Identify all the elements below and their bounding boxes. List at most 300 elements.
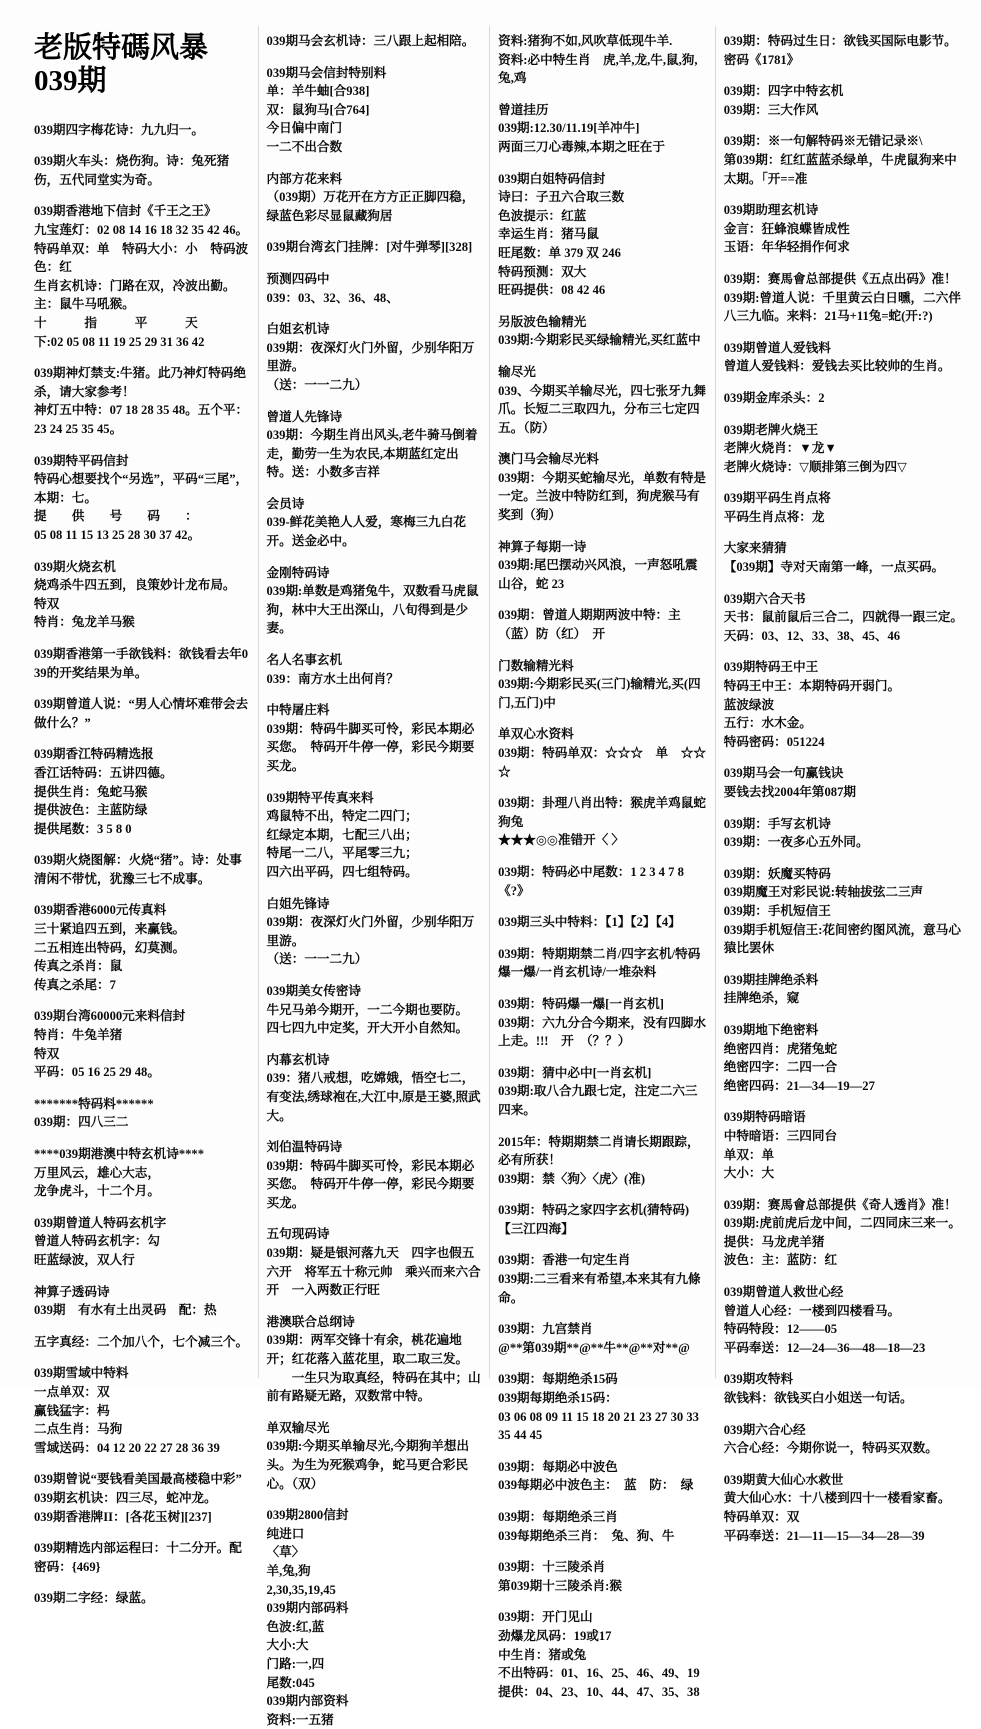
text-line: 039期：开门见山 [498,1610,593,1625]
section [724,1021,965,1095]
text-line: 039期：九宫禁肖 [498,1322,593,1337]
text-line: 039期：特码牛脚买可怜，彩民本期必买您。 特码开牛停一停，彩民今期要买龙。 [266,721,475,773]
text-line: 雪域送码：04 12 20 22 27 28 36 39 [34,1440,220,1455]
text-line: 039期每期绝杀15码： [498,1391,618,1406]
text-line: 039期：※一句解特码※无错记录※\ [723,134,923,149]
text-line: 039期曾道人救世心经 [723,1285,844,1300]
section [498,363,707,437]
section [724,270,965,326]
text-line: 蓝波绿波 [723,697,775,712]
section [498,913,707,932]
text-line: 单双心水资料 [498,727,574,742]
text-line: 特双 [34,1046,60,1061]
text-line: 特码心想要找个“另选”，平码“三尾”，本期：七。 [34,472,249,505]
section [34,202,250,351]
text-line: 提供波色：主蓝防绿 [34,803,148,818]
text-line: 【039期】寺对天南第一峰，一点买码。 [723,560,945,575]
text-line: 特码单双：单 特码大小：小 特码波色：红 [34,241,249,275]
text-line: 039期：今期生肖出风头,老牛骑马倒着走，勤劳一生为农民,本期蓝红定出特。送：小数多吉祥 [266,428,478,480]
section [34,364,250,438]
text-line: 039期精选内部运程曰：十二分开。配密码：{469} [34,1541,242,1574]
text-line: 港澳联合总纲诗 [266,1314,355,1329]
text-line: 039期：四八三二 [34,1115,129,1130]
text-line: 039期：十三陵杀肖 [498,1560,606,1575]
text-line: 平码奉送：21—11—15—34—28—39 [723,1528,925,1543]
section [267,32,482,51]
text-line: 039期美女传密诗 [266,983,361,998]
text-line: 【三江四海】 [498,1221,574,1236]
section [34,1589,250,1608]
text-line: 刘伯温特码诗 [266,1140,343,1155]
text-line: 一生只为取真经，特码在其中；山前有路疑无路，双数常中特。 [266,1370,481,1404]
text-line: 单双：单 [723,1147,775,1162]
section [34,1333,250,1352]
text-line: 特码王中王：本期特码开弱门。 [723,679,901,694]
text-line: （送：一一二九） [266,952,368,967]
text-line: 尾数:045 [266,1675,315,1690]
text-line: 039期:二三看来有希望,本来其有九條命。 [498,1272,701,1305]
text-line: 039期金库杀头：2 [723,390,825,405]
text-line: 大家来猜猜 [723,541,787,556]
text-line: 039每期绝杀三肖： 兔、狗、牛 [498,1528,675,1543]
section [34,1145,250,1201]
text-line: 下:02 05 08 11 19 25 29 31 36 42 [34,334,205,349]
text-line: 第039期十三陵杀肖:猴 [498,1578,622,1593]
text-line: 白姐先锋诗 [266,896,330,911]
text-line: 039期香港6000元传真料 [34,903,167,918]
section [724,82,965,119]
column-4-body [724,32,965,1545]
text-line: 039期平码生肖点将 [723,491,831,506]
text-line: 039期助理玄机诗 [723,203,819,218]
text-line: 039期火烧玄机 [34,559,116,574]
section [34,1007,250,1081]
section [267,701,482,775]
text-line: 039期：特码之家四字玄机(猜特码) [498,1203,690,1218]
text-line: 两面三刀心毒辣,本期之旺在于 [498,139,665,154]
text-line: 挂牌绝杀，窥 [723,991,800,1006]
text-line: 香江话特码：五讲四德。 [34,765,173,780]
text-line: 资料:必中特生肖 虎,羊,龙,牛,鼠,狗,兔,鸡 [498,52,698,86]
text-line: 039期手机短信王:花间密约图风流，意马心猿比罢休 [723,922,961,956]
text-line: 039期曾说“要钱看美国最高楼稳中彩” [34,1472,242,1487]
text-line: 039期:单数是鸡猪兔牛，双数看马虎鼠狗，林中大王出深山，八旬得到是少妻。 [266,584,479,636]
text-line: 039期：六九分合今期来，没有四脚水上走。!!! 开 （？？） [498,1015,706,1049]
text-line: 平码奉送：12—24—36—48—18—23 [723,1340,926,1355]
text-line: 劲爆龙凤码：19或17 [498,1628,612,1643]
text-line: 特尾一二八，平尾零三九； [266,846,418,861]
section [498,1370,707,1444]
column-3-body [498,32,707,1701]
text-line: 039期：今期买蛇输尽光，单数有特是一定。兰波中特防红到，狗虎猴马有奖到（狗） [498,470,706,523]
section [498,450,707,524]
text-line: 中生肖：猪或兔 [498,1647,587,1662]
text-line: 幸运生肖：猪马鼠 [498,227,599,242]
text-line: 提供尾数：3 5 8 0 [34,821,132,836]
text-line: 039期：特期期禁二肖/四字玄机/特码爆一爆/一肖玄机诗/一堆杂料 [498,946,701,980]
text-line: 名人名事玄机 [266,653,343,668]
text-line: 大小:大 [266,1638,309,1653]
text-line: 波色：主：蓝防：红 [723,1253,838,1268]
text-line: 039期六合心经 [723,1422,806,1437]
section [267,64,482,157]
text-line: 039期：妖魔买特码 [723,866,831,881]
text-line: 四六出平码，四七组特码。 [266,864,418,879]
text-line: 单：羊牛蚰[合938] [266,84,370,99]
text-line: 039期曾道人说：“男人心情坏难带会去做什么？” [34,697,249,730]
section [34,695,250,732]
section [498,863,707,900]
text-line: 澳门马会输尽光料 [498,452,599,467]
section [724,1471,965,1545]
text-line: 羊,兔,狗 [266,1563,311,1578]
text-line: 039期：手机短信王 [723,903,831,918]
section [724,658,965,751]
text-line: 十 指 平 天 [34,316,198,331]
text-line: 预测四码中 [266,271,330,286]
section [34,152,250,189]
text-line: 039期：三大作风 [723,102,819,117]
text-line: 039期：疑是银河落九天 四字也假五六开 将军五十称元帅 乘兴而来六合开 一入两数正行旺 [266,1246,481,1298]
text-line: 特肖：牛兔羊猪 [34,1028,123,1043]
text-line: 039期神灯禁支:牛猪。此乃神灯特码绝杀，请大家参考！ [34,366,246,399]
text-line: 三十紧追四五到，来赢钱。 [34,922,186,937]
section [498,1251,707,1307]
text-line: 039期火烧图解：火烧“猪”。诗：处事清闲不带忧，犹豫三七不成事。 [34,853,242,886]
text-line: 黄大仙心水：十八楼到四十一楼看家畜。 [723,1491,951,1506]
section [498,313,707,350]
text-line: 四七四九中定奖，开大开小自然知。 [266,1021,469,1036]
section [34,1539,250,1576]
text-line: 旺蓝绿波，双人行 [34,1252,135,1267]
section [724,1108,965,1182]
text-line: 神算子每期一诗 [498,539,587,554]
text-line: 资料:一五猪 [266,1712,334,1727]
text-line: 039期四字梅花诗：九九归一。 [34,122,205,137]
text-line: 九宝莲灯：02 08 14 16 18 32 35 42 46。 [34,223,249,238]
text-line: 039期香港牌II：[各花玉树][237] [34,1509,212,1524]
text-line: 039：03、32、36、48、 [266,290,399,305]
text-line: 旺码提供：08 42 46 [498,283,606,298]
text-line: 039期香港地下信封《千王之王》 [34,204,217,219]
text-line: 039期2800信封 [266,1508,349,1523]
text-line: 039期二字经：绿蓝。 [34,1591,154,1606]
text-line: 门数输精光料 [498,658,574,673]
section [34,645,250,682]
section [267,495,482,551]
section [724,421,965,477]
section [267,564,482,638]
text-line: 039期：手写玄机诗 [723,816,831,831]
text-line: 039期马会一句赢钱诀 [723,766,844,781]
text-line: 提供：04、23、10、44、47、35、38 [498,1684,700,1699]
column-2-body [267,32,482,1729]
text-line: 神灯五中特：07 18 28 35 48。五个平：23 24 25 35 45。 [34,403,249,436]
text-line: 039期：赛馬會总部提供《五点出码》准！ [723,271,957,286]
section [267,1419,482,1493]
section [34,1095,250,1132]
column-1 [26,26,258,1606]
text-line: @**第039期**@**牛**@**对**@ [498,1340,690,1355]
text-line: 039期：每期绝杀三肖 [498,1510,618,1524]
text-line: 039期:12.30/11.19[羊冲牛] [498,121,640,136]
text-line: 绝密四肖：虎猪兔蛇 [723,1041,838,1056]
text-line: 曾道人先锋诗 [266,409,343,424]
text-line: 纯进口 [266,1526,305,1541]
text-line: 第039期：红红蓝蓝杀绿单，牛虎鼠狗来中太期。「开==准 [723,152,957,186]
text-line: 039期：猜中必中[一肖玄机] [498,1065,652,1080]
text-line: 039：猪八戒想，吃嫦娥，悟空七二，有变法,绣球袍在,大江中,原是王婆,照武大。 [266,1071,481,1123]
section [34,452,250,545]
text-line: 039期:今期彩民买(三门)输精光,买(四门,五门)中 [498,677,701,710]
text-line: 烧鸡杀牛四五到，良策妙计龙布局。 [34,578,236,593]
text-line: 039每期必中波色主： 蓝 防： 绿 [498,1478,694,1493]
text-line: 门路:一,四 [266,1656,325,1671]
text-line: 老牌火烧诗：▽顺排第三倒为四▽ [723,459,907,474]
text-line: 039期:今期买单输尽光,今期狗羊想出头。为生为死猴鸡争，蛇马更合彩民心。（双） [266,1439,470,1491]
text-line: 密码《1781》 [723,52,800,67]
text-line: 039期：每期必中波色 [498,1459,618,1474]
text-line: 039期：卦理八肖出特：猴虎羊鸡鼠蛇狗兔 [498,796,706,829]
text-line: 039期:取八合九跟七定，注定二六三四来。 [498,1084,698,1117]
text-line: 039期:尾巴摆动兴风浪，一声怒吼震山谷，蛇 23 [498,558,698,591]
section [724,539,965,576]
section [34,851,250,888]
column-4 [715,26,973,1543]
text-line: 039期:虎前虎后龙中间，二四同床三来一。 [723,1216,961,1231]
text-line: 039期香港第一手欲钱料：欲钱看去年039的开奖结果为单。 [34,646,249,680]
text-line: ****039期港澳中特玄机诗**** [34,1147,205,1161]
text-line: 玉语：年华轻捐作何求 [723,240,850,255]
text-line: 一点单双：双 [34,1384,110,1399]
section [34,121,250,140]
text-line: 内幕玄机诗 [266,1052,330,1067]
text-line: 039期:今期彩民买绿输精光,买红蓝中 [498,333,701,348]
text-line: 039、今期买羊输尽光，四七张牙九舞爪。长短二三取四九，分布三七定四五。（防） [498,383,706,435]
section [498,1064,707,1120]
section [267,651,482,688]
section [498,1608,707,1701]
text-line: 039期六合天书 [723,591,806,606]
text-line: 039期特码王中王 [723,660,819,675]
text-line: 今日偏中南门 [266,121,343,136]
section [498,1458,707,1495]
text-line: 赢钱猛字：杩 [34,1403,110,1418]
text-line: 平码：05 16 25 29 48。 [34,1065,160,1080]
text-line: 白姐玄机诗 [266,322,330,337]
text-line: 鸡鼠特不出，特定二四门； [266,809,418,824]
text-line: 039期三头中特料：【1】【2】【4】 [498,915,681,930]
section [267,1051,482,1125]
text-line: 特码预测：双大 [498,264,587,279]
text-line: 要钱去找2004年第087期 [723,785,856,799]
text-line: 生肖玄机诗：门路在双，冷波出勤。 [34,278,236,293]
section [267,270,482,307]
section [724,489,965,526]
text-line: 039期:曾道人说：千里黄云白日曛，二六伴八三九临。来料：21马+11兔=蛇(开:?) [723,290,961,324]
section [34,901,250,994]
text-line: 传真之杀肖：鼠 [34,959,123,974]
section [267,320,482,394]
text-line: 资料:猪狗不如,风吹草低现牛羊. [498,34,673,48]
text-line: 输尽光 [498,364,536,379]
text-line: 039期：四字中特玄机 [723,84,844,99]
text-line: 039期台湾60000元来料信封 [34,1009,186,1024]
text-line: *******特码料****** [34,1096,154,1111]
text-line: 五字真经：二个加八个，七个减三个。 [34,1334,249,1349]
text-line: 039期火车头：烧伤狗。诗：兔死猪伤，五代同堂实为奇。 [34,154,230,187]
text-line: 金言：狂蜂浪蝶皆成性 [723,221,850,236]
section [724,32,965,69]
text-line: 特码密码：051224 [723,734,825,749]
text-line: 039期：一夜多心五外同。 [723,835,869,850]
text-line: 五句现码诗 [266,1227,330,1242]
text-line: 039期：赛馬會总部提供《奇人透肖》准！ [723,1197,957,1212]
text-line: 039期香江特码精选报 [34,747,154,762]
text-line: 特双 [34,596,60,611]
text-line: 〈草〉 [266,1545,305,1560]
text-line: 039期曾道人爱钱料 [723,340,831,355]
column-1-body [34,121,250,1608]
text-line: 绝密四码：21—34—19—27 [723,1078,875,1093]
text-line: 039期：特码爆一爆[一肖玄机] [498,996,664,1011]
section [724,1283,965,1357]
section [498,170,707,300]
text-line: ★★★◎◎准错开〈 〉 [498,833,624,848]
section [498,32,707,88]
text-line: 039期老牌火烧王 [723,422,819,437]
section [724,1421,965,1458]
text-line: 039期特码暗语 [723,1110,806,1125]
section [498,101,707,157]
text-line: 039期特平码信封 [34,453,129,468]
section [724,865,965,958]
section [498,1201,707,1238]
section [498,538,707,594]
text-line: 主：鼠牛马吼猴。 [34,297,135,312]
section [724,339,965,376]
text-line: 2,30,35,19,45 [266,1582,336,1597]
section [34,558,250,632]
text-line: 039期攻特料 [723,1372,793,1387]
section [498,1508,707,1545]
section [498,1133,707,1189]
section [498,945,707,982]
text-line: 039期：夜深灯火门外留，少别华阳万里游。 [266,915,475,948]
section [34,1214,250,1270]
text-line: 039期地下绝密料 [723,1022,819,1037]
text-line: 039期特平传真来料 [266,790,374,805]
text-line: 2015年：特期期禁二肖请长期跟踪，必有所获！ [498,1134,700,1168]
text-line: 二点生肖：马狗 [34,1422,123,1437]
text-line: 039期曾道人特码玄机字 [34,1215,167,1230]
text-line: 039期台湾玄门挂牌：[对牛弹琴][328] [266,240,473,255]
text-line: 提供：马龙虎羊猪 [723,1234,825,1249]
text-line: 龙争虎斗，十二个月。 [34,1184,160,1199]
text-line: 039期挂牌绝杀料 [723,972,819,987]
section [34,745,250,838]
text-line: 双：鼠狗马[合764] [266,102,370,117]
section [267,1138,482,1212]
text-line: （039期）万花开在方方正正脚四稳，绿蓝色彩尽显鼠藏狗居 [266,190,475,223]
text-line: 039期：特码必中尾数：1 2 3 4 7 8 《?》 [498,864,697,898]
text-line: 牛兄马弟今期开，一二今期也要防。 [266,1002,469,1017]
text-line: 039期：夜深灯火门外留，少别华阳万里游。 [266,340,475,374]
text-line: 039期：两军交锋十有余，桃花遍地开；红花落入蓝花里，取二取三发。 [266,1333,469,1367]
section [724,1370,965,1407]
section [267,1313,482,1406]
text-line: 039期：每期绝杀15码 [498,1372,618,1387]
text-line: 色波:红,蓝 [266,1619,325,1634]
text-line: 提 供 号 码 ： [34,509,198,524]
section [498,606,707,643]
text-line: 039期马会玄机诗：三八跟上起相陪。 [266,34,475,48]
section [267,1506,482,1729]
text-line: 特码单双：双 [723,1510,800,1524]
section [498,725,707,781]
section [724,971,965,1008]
section [724,201,965,257]
text-line: 039期玄机诀：四三尽，蛇冲龙。 [34,1490,217,1505]
text-line: 诗曰：子丑六合取三数 [498,190,625,205]
text-line: 欲钱料：欲钱买白小姐送一句话。 [723,1391,913,1406]
text-line: 039期：曾道人期期两波中特：主（蓝）防（红） 开 [498,608,681,642]
text-line: 万里风云，雄心大志， [34,1165,160,1180]
text-line: 中特屠庄料 [266,703,330,718]
text-line: 神算子透码诗 [34,1284,110,1299]
text-line: 03 06 08 09 11 15 18 20 21 23 27 30 33 35 44 45 [498,1409,699,1443]
section [724,815,965,852]
section [724,764,965,801]
text-line: 039：南方水土出何肖？ [266,671,399,686]
text-line: 039期雪域中特料 [34,1366,129,1381]
section [267,238,482,257]
text-line: 039期魔王对彩民说:转轴拔弦二三声 [723,885,924,900]
text-line: 内部方花来料 [266,171,343,186]
section [724,590,965,646]
section [34,1283,250,1320]
text-line: 不出特码：01、16、25、46、49、19 [498,1666,700,1681]
section [498,794,707,850]
text-line: 曾道人爱钱料：爱钱去买比较帅的生肖。 [723,359,951,374]
text-line: 039期内部资料 [266,1694,349,1709]
text-line: 曾道人心经：一楼到四楼看马。 [723,1303,901,1318]
text-line: 天书：鼠前鼠后三合二，四就得一跟三定。 [723,610,964,625]
text-line: 039期黄大仙心水救世 [723,1472,844,1487]
section [724,1196,965,1270]
text-line: 另版波色输精光 [498,314,587,329]
text-line: 天码：03、12、33、38、45、46 [723,628,901,643]
column-2 [258,26,490,1727]
text-line: 039期马会信封特别料 [266,65,387,80]
section [267,1225,482,1299]
section [267,895,482,969]
text-line: 旺尾数：单 379 双 246 [498,245,621,260]
text-line: 中特暗语：三四同台 [723,1128,838,1143]
text-line: 老牌火烧肖：▼龙▼ [723,441,837,456]
page-title: 老版特碼风暴039期 [34,32,209,98]
text-line: 绝密四字：二四一合 [723,1060,838,1075]
text-line: 039期：特码单双：☆☆☆ 单 ☆☆☆ [498,746,706,779]
text-line: 039期内部码料 [266,1601,349,1616]
text-line: 色波提示：红蓝 [498,208,587,223]
text-line: 红绿定本期，七配三八出； [266,827,418,842]
text-line: 会员诗 [266,496,305,511]
text-line: 039期：特码牛脚买可怜，彩民本期必买您。 特码开牛停一停，彩民今期要买龙。 [266,1158,475,1210]
text-line: 特码特段：12——05 [723,1322,838,1337]
section [498,657,707,713]
text-line: 二五相连出特码，幻莫测。 [34,940,186,955]
